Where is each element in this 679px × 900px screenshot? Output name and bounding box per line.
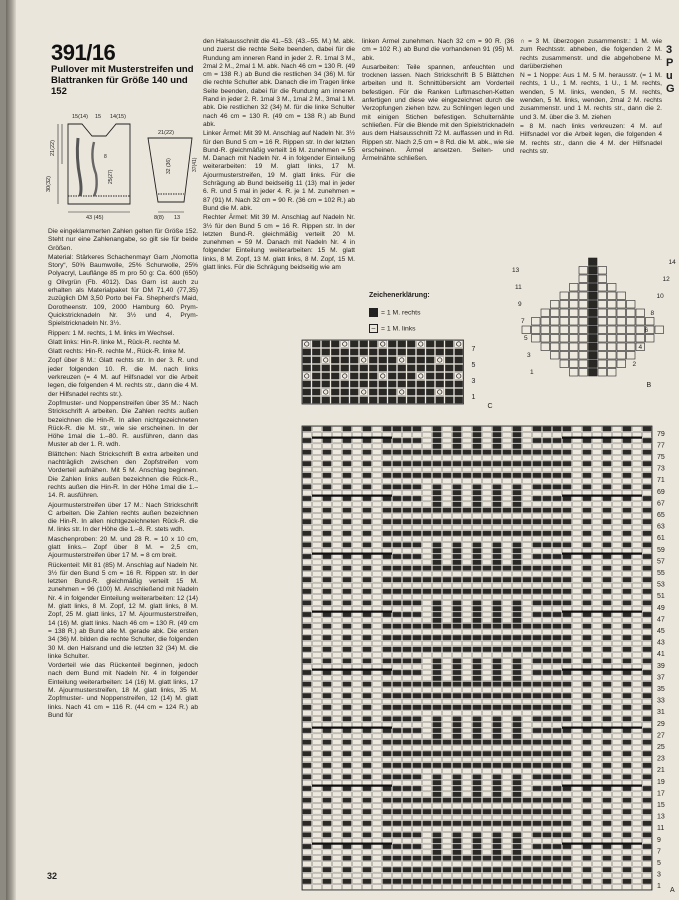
schematic-label: 21(22)	[50, 140, 56, 156]
chart-row-label: 35	[657, 686, 665, 693]
chart-c-ajour	[302, 340, 522, 420]
garment-schematic	[46, 108, 206, 223]
paragraph: Glatt rechts: Hin-R. rechte M., Rück-R. linke M.	[48, 348, 186, 356]
paragraph: N = 1 Noppe: Aus 1 M. 5 M. herausstr. (= 1 M. rechts, 1 U., 1 M. rechts, 1 U., 1 M. rechts, wenden, 5 M. links, wenden, 5 M. rechts, wenden, 5 M. links, wenden, 2mal 2 M. rechts zusammenstr. und 1 M. rechts str., dann die 2. und 3. M. über die 3. M. ziehen	[520, 72, 662, 121]
chart-row-label: 37	[657, 674, 665, 682]
chart-row-label: 63	[657, 523, 665, 531]
chart-row-label: 71	[657, 477, 665, 485]
chart-row-label: 3	[657, 871, 661, 879]
paragraph: ∩ = 3 M. überzogen zusammenstr.: 1 M. wie zum Rechtsstr. abheben, die folgenden 2 M. rechts zusammenstr. und die abgehobene M. darüberziehen	[520, 38, 662, 70]
chart-row-label: 41	[657, 651, 665, 659]
chart-row-label: 19	[657, 778, 665, 786]
chart-row-label: 23	[657, 755, 665, 763]
chart-row-label: 39	[657, 662, 665, 670]
paragraph: Material: Stärkeres Schachenmayr Garn „Nomotta Story“, 50% Baumwolle, 25% Schurwolle, 25% Polyacryl, Lauflänge 85 m pro 50 g: Ca. 600 (650) g Olivgrün (Fb. 4012). Das Garn ist auch zu erhalten als Materialpaket für DM 71,40 (77,35) zuzüglich DM 3,50 Porto bei Fa. Shepherd's Maid, Dorotheenstr. 109, 2000 Hamburg 60. Prym-Quickstricknadeln Nr. 3½ und 4, Prym-Spielstricknadeln Nr. 3½.	[48, 253, 198, 328]
schematic-label: 21(22)	[158, 130, 174, 136]
chart-letter: C	[487, 403, 493, 410]
chart-row-label: 77	[657, 442, 665, 450]
chart-row-label: 51	[657, 593, 665, 601]
chart-row-label: 73	[657, 465, 665, 473]
binding-edge	[6, 0, 16, 900]
chart-letter: A	[670, 887, 675, 894]
chart-row-label: 31	[657, 709, 665, 717]
paragraph: Die eingeklammerten Zahlen gelten für Größe 152. Steht nur eine Zahlenangabe, so gilt sie für beide Größen.	[48, 228, 198, 252]
purl-symbol-icon: –	[369, 324, 378, 333]
chart-row-label: 79	[657, 430, 665, 438]
chart-row-label: 61	[657, 535, 665, 543]
paragraph: Glatt links: Hin-R. linke M., Rück-R. rechte M.	[48, 338, 181, 346]
next-page-edge: 3 P u G	[666, 44, 675, 95]
paragraph: Rechter Ärmel: Mit 39 M. Anschlag auf Nadeln Nr. 3½ für den Bund 5 cm = 16 R. Rippen str. In der letzten Bund-R. gleichmäßig verteilt 20 M. zunehmen = 59 M. Danach mit Nadeln Nr. 4 in folgender Einteilung weiterarbeiten: 15 M. glatt links, 8 M. Zopf, 13 M. glatt links, 8 M. Zopf, 15 M. glatt links. Für die Schrägung beidseitig wie am	[203, 214, 355, 272]
chart-row-label: 4	[638, 344, 643, 351]
chart-a-cable-bobble	[302, 426, 675, 896]
chart-row-label: 17	[657, 790, 665, 798]
chart-row-label: 2	[632, 361, 637, 368]
paragraph: Zopfmuster- und Noppenstreifen über 35 M.: Nach Strickschrift A arbeiten. Die Zahlen rechts außen bezeichnen die Hin-R. In allen nichtgezeichneten Rück-R. die M. str., wie sie erscheinen. In der Höhe 1mal die 1.–80. R. ausführen, dann das Muster ab der 1. R. wdh.	[48, 399, 198, 449]
schematic-label: 32 (36)	[166, 158, 172, 174]
chart-row-label: 5	[524, 335, 528, 342]
chart-b-leaf	[512, 258, 676, 389]
instructions-column-3	[362, 38, 514, 248]
chart-row-label: 1	[530, 369, 534, 376]
chart-row-label: 55	[657, 570, 665, 577]
chart-row-label: 53	[657, 581, 665, 589]
chart-row-label: 25	[657, 744, 665, 751]
schematic-label: 43 (45)	[86, 215, 104, 221]
chart-row-label: 14	[668, 259, 676, 266]
chart-row-label: 9	[518, 301, 522, 308]
chart-row-label: 57	[657, 558, 665, 566]
chart-row-label: 13	[512, 267, 520, 274]
chart-row-label: 21	[657, 767, 665, 775]
legend-item-knit: = 1 M. rechts	[369, 308, 420, 317]
knit-symbol-icon	[369, 308, 378, 317]
schematic-label: 25(27)	[108, 169, 114, 184]
chart-row-label: 45	[657, 628, 665, 635]
pattern-number: 391/16	[51, 40, 116, 65]
schematic-label: 15(14)	[72, 114, 88, 120]
paragraph: Ausarbeiten: Teile spannen, anfeuchten und trocknen lassen. Nach Strickschrift B 5 Blättchen arbeiten und lt. Schnittübersicht am Vorderteil befestigen. Für die Ranken Luftmaschen-Ketten anfertigen und diese wie eingezeichnet durch die Verzopfungen ziehen bzw. zu Schlingen legen und mit einigen Stichen befestigen. Schulternähte schließen. Für die Blende mit den Spielstricknadeln aus dem Halsausschnitt 72 M. auffassen und in Rd. Rippen str. Nach 2,5 cm = 8 Rd. die M. abk., wie sie erscheinen. Ärmel ansetzen. Seiten- und Ärmelnähte schließen.	[362, 63, 514, 163]
chart-row-label: 43	[657, 639, 665, 647]
paragraph: linken Ärmel zunehmen. Nach 32 cm = 90 R. (36 cm = 102 R.) ab Bund die vorhandenen 91 (95) M. abk.	[362, 38, 514, 62]
paragraph: den Halsausschnitt die 41.–53. (43.–55. M.) M. abk. und zuerst die rechte Seite beenden, dabei für die Rundung am inneren Rand in jeder 2. R. 1mal 3 M., 2mal 2 M., 2mal 1 M. abk. Nach 46 cm = 130 R. (49 cm = 138 R.) ab Bund die restlichen 34 (36) M. für die rechte Schulter abk. Danach die im Tragen linke Seite beenden, dabei für die Rundung am inneren Rand in jeder 2. R. 1mal 3 M., 1mal 2 M., 3mal 1 M. abk. Die restlichen 32 (34) M. für die linke Schulter nach 46 cm = 130 R. (49 cm = 138 R.) ab Bund abk.	[203, 38, 355, 128]
chart-row-label: 7	[657, 848, 661, 856]
chart-row-label: 49	[657, 604, 665, 612]
paragraph: Linker Ärmel: Mit 39 M. Anschlag auf Nadeln Nr. 3½ für den Bund 5 cm = 16 R. Rippen str. In der letzten Bund-R. gleichmäßig verteilt 16 M. zunehmen = 55 M. Danach mit Nadeln Nr. 4 in folgender Einteilung weiterarbeiten: 19 M. glatt links, 17 M. Ajourmusterstreifen, 19 M. glatt links. Für die Schrägung ab Bund beidseitig 11 (13) mal in jeder 6. R. und 5 mal in jeder 4. R. je 1 M. zunehmen = 87 (91) M. Nach 32 cm = 90 R. (36 cm = 102 R.) ab Bund die M. abk.	[203, 130, 355, 212]
chart-row-label: 59	[657, 546, 665, 554]
chart-row-label: 8	[650, 310, 655, 317]
schematic-label: 8	[104, 154, 107, 160]
chart-letter: B	[646, 382, 652, 389]
paragraph: Maschenproben: 20 M. und 28 R. = 10 x 10 cm, glatt links.– Zopf über 8 M. = 2,5 cm, Ajourmusterstreifen über 17 M. = 8 cm breit.	[48, 535, 198, 560]
pattern-title: Pullover mit Musterstreifen und Blattranken für Größe 140 und 152	[51, 64, 194, 97]
chart-row-label: 1	[657, 883, 661, 891]
chart-row-label: 67	[657, 500, 665, 508]
paragraph: Vorderteil wie das Rückenteil beginnen, jedoch nach dem Bund mit Nadeln Nr. 4 in folgender Einteilung weiterarbeiten: 14 (16) M. glatt links, 17 M. Ajourmusterstreifen, 18 M. glatt links, 35 M. Zopfmuster- und Noppenstreifen, 12 (14) M. glatt links. Nach 41 cm = 116 R. (44 cm = 124 R.) ab Bund für	[48, 662, 198, 719]
chart-row-label: 47	[657, 616, 665, 624]
instructions-column-2	[203, 38, 355, 352]
paragraph: Rippen: 1 M. rechts, 1 M. links im Wechsel.	[48, 329, 175, 337]
schematic-label: 30(32)	[46, 176, 52, 192]
legend-title: Zeichenerklärung:	[369, 292, 430, 299]
schematic-label: 37(41)	[192, 157, 198, 172]
chart-row-label: 3	[527, 352, 531, 359]
chart-row-label: 12	[662, 276, 670, 283]
chart-row-label: 7	[471, 346, 476, 353]
chart-row-label: 9	[657, 836, 661, 844]
chart-row-label: 11	[657, 825, 665, 833]
chart-row-label: 7	[521, 318, 525, 325]
chart-row-label: 11	[515, 284, 522, 291]
paragraph: = 8 M. nach links verkreuzen: 4 M. auf Hilfsnadel vor die Arbeit legen, die folgenden 4 M. rechts str., dann die 4 M. der Hilfsnadel rechts str.	[520, 122, 662, 155]
magazine-page	[6, 0, 679, 900]
chart-row-label: 6	[644, 327, 649, 334]
instructions-column-1	[48, 228, 198, 861]
paragraph: Zopf über 8 M.: Glatt rechts str. In der 3. R. und jeder folgenden 10. R. die M. nach links verkreuzen (= 4 M. auf Hilfsnadel vor die Arbeit legen, die folgenden 4 M. rechts str., dann die 4 M. der Hilfsnadel rechts str.).	[48, 357, 198, 398]
chart-row-label: 1	[471, 394, 476, 401]
instructions-column-4	[520, 38, 662, 198]
paragraph: Rückenteil: Mit 81 (85) M. Anschlag auf Nadeln Nr. 3½ für den Bund 5 cm = 16 R. Rippen str. In der letzten Bund-R. gleichmäßig verteilt 15 M. zunehmen = 96 (100) M. Anschließend mit Nadeln Nr. 4 in folgender Einteilung weiterarbeiten: 12 (14) M. glatt links, 8 M. Zopf, 12 M. glatt links, 8 M. Zopf, 25 M. glatt links, 17 M. Ajourmusterstreifen, 14 (16) M. glatt links. Nach 46 cm = 130 R. (49 cm = 138 R.) ab Bund alle M. gerade abk. Die ersten 34 (36) M. bilden die rechte Schulter, die folgenden 30 M. den Halsrand und die letzten 32 (34) M. die linke Schulter.	[48, 561, 198, 660]
schematic-label: 15	[95, 114, 102, 120]
chart-row-label: 27	[657, 732, 665, 740]
chart-row-label: 75	[657, 454, 665, 461]
paragraph: Ajourmusterstreifen über 17 M.: Nach Strickschrift C arbeiten. Die Zahlen rechts außen bezeichnen die Hin-R. In allen nichtgezeichneten Rück-R. die M. links str. In der Höhe die 1.–8. R. stets wdh.	[48, 501, 198, 534]
chart-row-label: 5	[657, 860, 661, 867]
chart-row-label: 3	[471, 378, 476, 385]
schematic-label: 8(8)	[154, 215, 164, 221]
chart-row-label: 69	[657, 488, 665, 496]
legend-item-purl: – = 1 M. links	[369, 324, 416, 333]
page-number: 32	[47, 871, 58, 881]
chart-row-label: 10	[656, 293, 664, 300]
chart-row-label: 15	[657, 802, 665, 809]
chart-row-label: 29	[657, 720, 665, 728]
schematic-label: 13	[174, 215, 181, 221]
chart-row-label: 65	[657, 512, 665, 519]
chart-row-label: 33	[657, 697, 665, 705]
paragraph: Blättchen: Nach Strickschrift B extra arbeiten und nachträglich zwischen den Zopfstreifen vom Vorderteil aufnähen. Mit 5 M. Anschlag beginnen. Die Zahlen links außen bezeichnen die Rück-R., rechts außen die Hin-R. In der Höhe 1mal die 1.–14. R. ausführen.	[48, 450, 198, 500]
schematic-label: 14(15)	[110, 114, 126, 120]
chart-row-label: 5	[471, 362, 476, 369]
chart-row-label: 13	[657, 813, 665, 821]
